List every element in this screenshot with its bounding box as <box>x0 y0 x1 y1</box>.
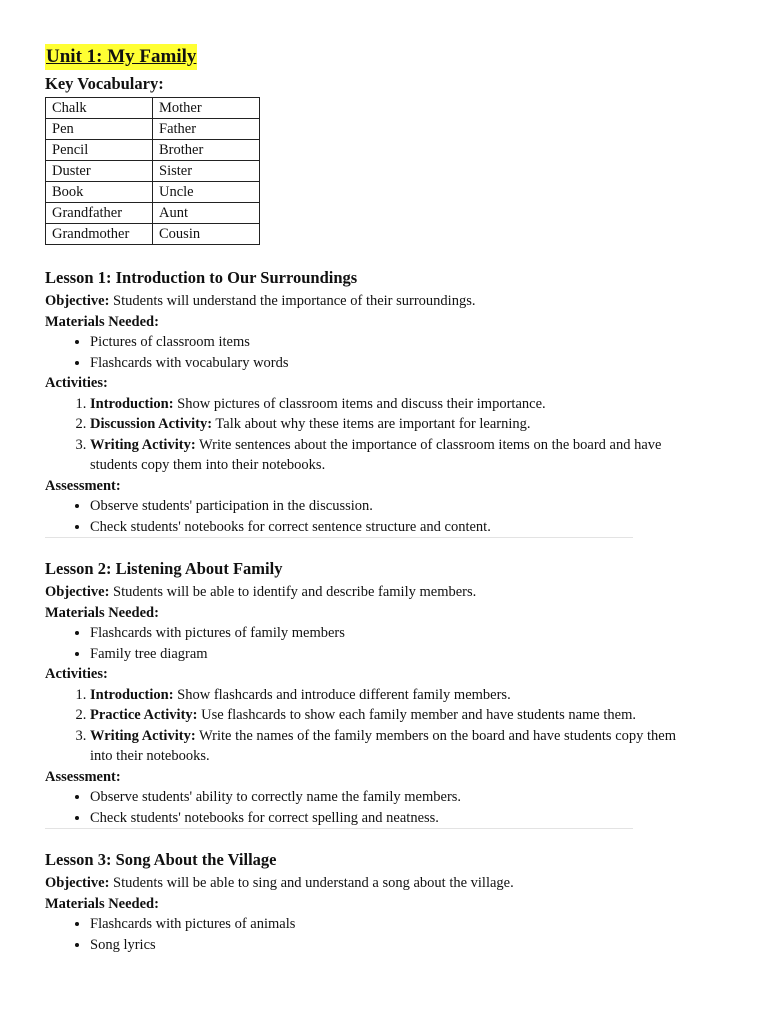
lesson-title: Lesson 1: Introduction to Our Surroundings <box>45 268 358 287</box>
vocab-row <box>46 119 260 140</box>
assessment-label: Assessment: <box>45 477 121 494</box>
activity-text: Show pictures of classroom items and discuss their importance. <box>177 395 546 412</box>
materials-list <box>45 623 633 664</box>
list-item <box>90 435 701 476</box>
materials-list <box>45 914 633 955</box>
list-item <box>90 726 701 767</box>
list-item: • Flashcards with vocabulary words <box>90 353 633 374</box>
vocab-cell: Book <box>46 182 153 203</box>
vocab-cell: Duster <box>46 161 153 182</box>
activity-text: Show flashcards and introduce different family members. <box>177 686 511 703</box>
lesson-section <box>45 267 662 537</box>
list-item: • Observe students' participation in the discussion. <box>90 496 633 517</box>
vocab-row <box>46 140 260 161</box>
objective-text: Students will be able to sing and understand a song about the village. <box>113 875 514 891</box>
activity-label: Writing Activity: <box>90 436 196 453</box>
vocab-cell: Chalk <box>46 98 153 119</box>
activities-list <box>45 685 701 767</box>
activity-label: Practice Activity: <box>90 707 198 723</box>
assessment-label: Assessment: <box>45 768 121 785</box>
vocab-row <box>46 182 260 203</box>
vocab-cell: Sister <box>153 161 260 182</box>
list-item: • Observe students' ability to correctly name the family members. <box>90 787 633 808</box>
section-divider <box>45 537 633 538</box>
vocab-cell: Aunt <box>153 203 260 224</box>
list-item: • Pictures of classroom items <box>90 332 633 353</box>
activity-text: Use flashcards to show each family member and have students name them. <box>201 707 636 723</box>
list-item: • Check students' notebooks for correct spelling and neatness. <box>90 808 633 829</box>
vocab-cell: Grandmother <box>46 224 153 245</box>
activity-label: Introduction: <box>90 686 174 703</box>
activity-label: Writing Activity: <box>90 727 196 744</box>
materials-label: Materials Needed: <box>45 895 159 912</box>
vocab-table <box>45 97 260 245</box>
vocab-cell: Brother <box>153 140 260 161</box>
vocab-cell: Cousin <box>153 224 260 245</box>
activity-text: Talk about why these items are important for learning. <box>215 416 531 432</box>
vocab-row <box>46 203 260 224</box>
vocab-cell: Father <box>153 119 260 140</box>
vocab-cell: Pencil <box>46 140 153 161</box>
objective-label: Objective: <box>45 584 110 600</box>
materials-list <box>45 332 633 373</box>
list-item <box>90 705 701 726</box>
activities-label: Activities: <box>45 666 108 682</box>
lesson-section <box>45 849 633 955</box>
objective-label: Objective: <box>45 293 110 309</box>
lesson-title: Lesson 3: Song About the Village <box>45 850 277 869</box>
activity-text: Write sentences about the importance of classroom items on the board and have students copy them into their notebooks. <box>90 436 662 473</box>
vocab-cell: Grandfather <box>46 203 153 224</box>
activity-label: Discussion Activity: <box>90 416 213 432</box>
lessons-container <box>45 267 725 955</box>
vocab-row <box>46 161 260 182</box>
activity-text: Write the names of the family members on the board and have students copy them into their notebooks. <box>90 727 677 764</box>
vocab-row <box>46 98 260 119</box>
list-item: • Flashcards with pictures of family members <box>90 623 633 644</box>
list-item <box>90 685 701 706</box>
list-item: • Family tree diagram <box>90 644 633 665</box>
list-item: • Check students' notebooks for correct sentence structure and content. <box>90 517 633 538</box>
objective-text: Students will understand the importance of their surroundings. <box>113 293 476 309</box>
list-item <box>90 414 701 435</box>
vocab-cell: Uncle <box>153 182 260 203</box>
activity-label: Introduction: <box>90 395 174 412</box>
objective-text: Students will be able to identify and describe family members. <box>113 584 477 600</box>
objective-line <box>45 291 633 312</box>
assessment-list <box>45 787 633 828</box>
lesson-section <box>45 558 677 828</box>
activities-label: Activities: <box>45 375 108 391</box>
list-item: • Song lyrics <box>90 935 633 956</box>
vocab-row <box>46 224 260 245</box>
unit-title: Unit 1: My Family <box>45 44 197 70</box>
objective-label: Objective: <box>45 875 110 891</box>
materials-label: Materials Needed: <box>45 313 159 330</box>
materials-label: Materials Needed: <box>45 604 159 621</box>
vocab-cell: Mother <box>153 98 260 119</box>
objective-line <box>45 873 633 894</box>
list-item <box>90 394 701 415</box>
activities-list <box>45 394 701 476</box>
vocab-cell: Pen <box>46 119 153 140</box>
objective-line <box>45 582 633 603</box>
list-item: • Flashcards with pictures of animals <box>90 914 633 935</box>
vocab-heading: Key Vocabulary: <box>45 74 164 93</box>
section-divider <box>45 828 633 829</box>
lesson-title: Lesson 2: Listening About Family <box>45 559 283 578</box>
assessment-list <box>45 496 633 537</box>
